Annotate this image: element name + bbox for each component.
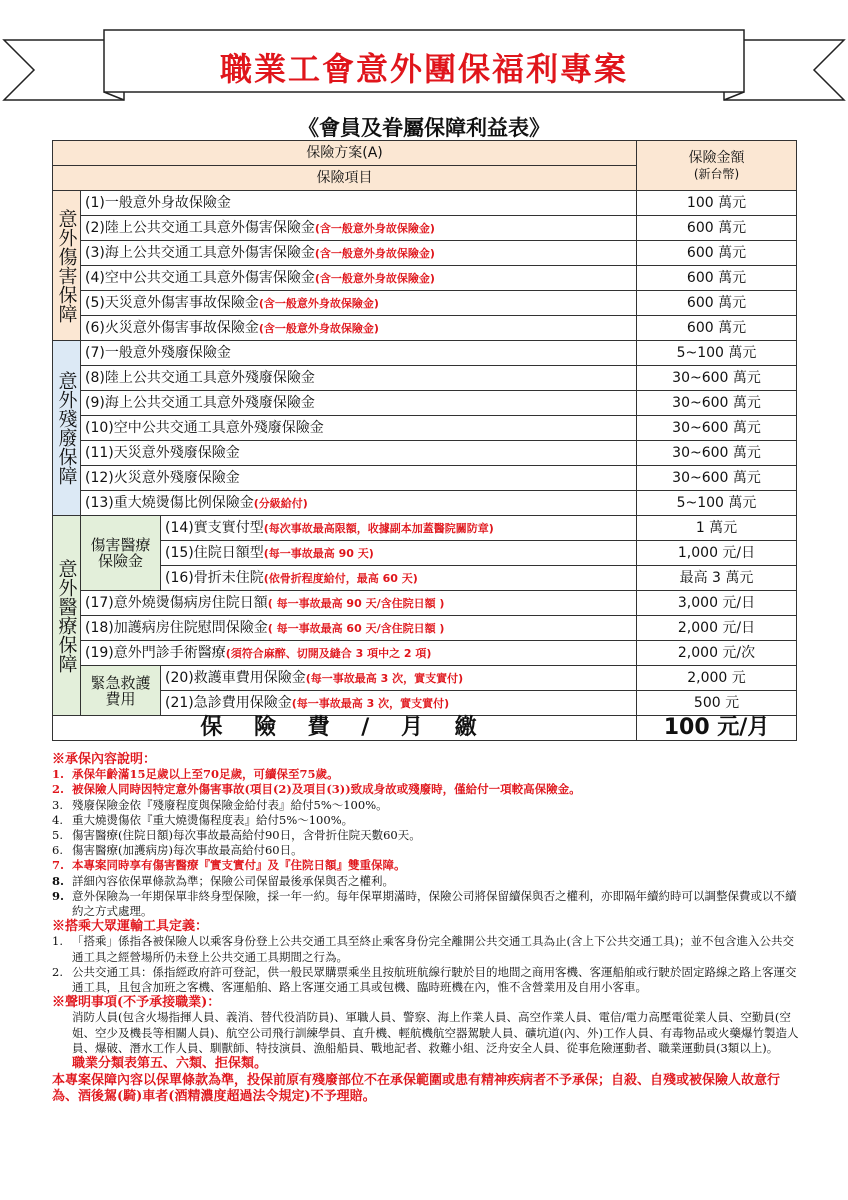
row-label: (1)一般意外身故保險金 bbox=[81, 191, 637, 216]
row-label: (7)一般意外殘廢保險金 bbox=[81, 341, 637, 366]
row-label: (13)重大燒燙傷比例保險金(分級給付) bbox=[81, 491, 637, 516]
row-amount: 3,000 元/日 bbox=[637, 591, 797, 616]
note-item: 1. 「搭乘」係指各被保險人以乘客身份登上公共交通工具至終止乘客身份完全離開公共交通工具為止(含上下公共交通工具)；並不包含進入公共交通工具之經營場所仍未登上公共交通工具期間之行為。 bbox=[52, 934, 794, 964]
category-accident-disability: 意外殘廢保障 bbox=[53, 341, 81, 516]
final-disclaimer: 本專案保障內容以保單條款為準，投保前原有殘廢部位不在承保範圍或患有精神疾病者不予承保；自殺、自殘或被保險人故意行為、酒後駕(騎)車者(酒精濃度超過法令規定)不予理賠。 bbox=[52, 1073, 781, 1105]
row-label: (5)天災意外傷害事故保險金(含一般意外身故保險金) bbox=[81, 291, 637, 316]
row-amount: 最高 3 萬元 bbox=[637, 566, 797, 591]
header-amount bbox=[637, 141, 797, 191]
table-row bbox=[53, 366, 797, 391]
table-row bbox=[53, 391, 797, 416]
row-amount: 100 萬元 bbox=[637, 191, 797, 216]
declaration-body: 消防人員(包含火場指揮人員、義消、替代役消防員)、軍職人員、警察、海上作業人員、高空作業人員、電信/電力高壓電從業人員、空勤員(空姐、空少及機長等相關人員)、航空公司飛行訓練學員、直升機、輕航機航空器駕駛人員、礦坑道(內、外)工作人員、有毒物品或火藥爆竹製造人員、爆破、潛水工作人員、馴獸師、特技演員、漁船船員、戰地記者、救難小組、泛舟安全人員、從事危險運動者、職業運動員(3類以上)。 bbox=[72, 1010, 799, 1055]
row-label: (10)空中公共交通工具意外殘廢保險金 bbox=[81, 416, 637, 441]
row-label: (21)急診費用保險金(每一事故最高 3 次，實支實付) bbox=[161, 691, 637, 716]
declaration-title: ※聲明事項(不予承接職業)： bbox=[52, 995, 221, 1011]
row-amount: 1 萬元 bbox=[637, 516, 797, 541]
row-label: (3)海上公共交通工具意外傷害保險金(含一般意外身故保險金) bbox=[81, 241, 637, 266]
table-row bbox=[53, 641, 797, 666]
row-amount: 2,000 元 bbox=[637, 666, 797, 691]
row-label: (16)骨折未住院(依骨折程度給付，最高 60 天) bbox=[161, 566, 637, 591]
row-label: (8)陸上公共交通工具意外殘廢保險金 bbox=[81, 366, 637, 391]
row-amount: 30~600 萬元 bbox=[637, 391, 797, 416]
row-amount: 5~100 萬元 bbox=[637, 491, 797, 516]
note-item: 1. 承保年齡滿15足歲以上至70足歲，可續保至75歲。 bbox=[52, 767, 339, 782]
note-item: 4. 重大燒燙傷依『重大燒燙傷程度表』給付5%～100%。 bbox=[52, 812, 354, 827]
transport-definition-title: ※搭乘大眾運輸工具定義： bbox=[52, 919, 209, 935]
row-label: (15)住院日額型(每一事故最高 90 天) bbox=[161, 541, 637, 566]
table-row bbox=[53, 416, 797, 441]
category-accident-injury: 意外傷害保障 bbox=[53, 191, 81, 341]
table-row bbox=[53, 566, 797, 591]
table-row bbox=[53, 291, 797, 316]
sub-emergency-cost: 緊急救護費用 bbox=[81, 666, 161, 716]
table-row bbox=[53, 316, 797, 341]
note-item: 5. 傷害醫療(住院日額)每次事故最高給付90日，含骨折住院天數60天。 bbox=[52, 828, 421, 843]
row-amount: 30~600 萬元 bbox=[637, 441, 797, 466]
row-amount: 600 萬元 bbox=[637, 241, 797, 266]
row-label: (20)救護車費用保險金(每一事故最高 3 次，實支實付) bbox=[161, 666, 637, 691]
row-amount: 2,000 元/次 bbox=[637, 641, 797, 666]
row-label: (2)陸上公共交通工具意外傷害保險金(含一般意外身故保險金) bbox=[81, 216, 637, 241]
notes-section bbox=[52, 752, 800, 1105]
row-label: (11)天災意外殘廢保險金 bbox=[81, 441, 637, 466]
note-item: 7. 本專案同時享有傷害醫療『實支實付』及『住院日額』雙重保障。 bbox=[52, 858, 406, 873]
row-label: (14)實支實付型(每次事故最高限額，收據副本加蓋醫院關防章) bbox=[161, 516, 637, 541]
header-plan: 保險方案(A) bbox=[53, 141, 637, 166]
category-accident-medical: 意外醫療保障 bbox=[53, 516, 81, 716]
title-banner bbox=[0, 8, 848, 108]
table-row bbox=[53, 691, 797, 716]
row-label: (18)加護病房住院慰問保險金( 每一事故最高 60 天/含住院日額 ) bbox=[81, 616, 637, 641]
page-subtitle: 《會員及眷屬保障利益表》 bbox=[298, 115, 550, 140]
row-amount: 600 萬元 bbox=[637, 316, 797, 341]
header-amount-label: 保險金額 bbox=[688, 149, 745, 166]
table-row bbox=[53, 241, 797, 266]
note-item: 2. 公共交通工具：係指經政府許可登記，供一般民眾購票乘坐且按航班航線行駛於目的地間之商用客機、客運船舶或行駛於固定路線之路上客運交通工具，且包含加班之客機、客運船舶、路上客運交通工具或包機、臨時班機在內，惟不含營業用及自用小客車。 bbox=[52, 964, 797, 995]
row-amount: 5~100 萬元 bbox=[637, 341, 797, 366]
page-title: 職業工會意外團保福利專案 bbox=[219, 50, 628, 88]
row-label: (19)意外門診手術醫療(須符合麻醉、切開及縫合 3 項中之 2 項) bbox=[81, 641, 637, 666]
row-amount: 30~600 萬元 bbox=[637, 416, 797, 441]
table-row bbox=[53, 616, 797, 641]
table-row bbox=[53, 666, 797, 691]
premium-row bbox=[53, 716, 797, 741]
row-label: (4)空中公共交通工具意外傷害保險金(含一般意外身故保險金) bbox=[81, 266, 637, 291]
premium-label: 保 險 費 / 月 繳 bbox=[53, 716, 637, 741]
row-amount: 2,000 元/日 bbox=[637, 616, 797, 641]
table-row bbox=[53, 191, 797, 216]
sub-medical-insurance: 傷害醫療保險金 bbox=[81, 516, 161, 591]
table-header-row bbox=[53, 141, 797, 166]
table-row bbox=[53, 266, 797, 291]
table-row bbox=[53, 441, 797, 466]
table-row bbox=[53, 341, 797, 366]
row-amount: 600 萬元 bbox=[637, 291, 797, 316]
row-amount: 30~600 萬元 bbox=[637, 466, 797, 491]
benefit-table bbox=[52, 140, 797, 741]
table-row bbox=[53, 466, 797, 491]
row-amount: 30~600 萬元 bbox=[637, 366, 797, 391]
note-item: 3. 殘廢保險金依『殘廢程度與保險金給付表』給付5%～100%。 bbox=[52, 797, 388, 812]
header-currency: (新台幣) bbox=[693, 166, 740, 181]
declaration-excluded-classes: 職業分類表第五、六類、拒保類。 bbox=[72, 1056, 268, 1072]
table-row bbox=[53, 591, 797, 616]
note-item: 6. 傷害醫療(加護病房)每次事故最高給付60日。 bbox=[52, 843, 303, 858]
note-item: 2. 被保險人同時因特定意外傷害事故(項目(2)及項目(3))致成身故或殘廢時，僅給付一項較高保險金。 bbox=[52, 782, 581, 797]
row-amount: 500 元 bbox=[637, 691, 797, 716]
table-row bbox=[53, 516, 797, 541]
note-item: 9. 意外保險為一年期保單非終身型保險，採一年一約。每年保單期滿時，保險公司將保留續保與否之權利，亦即隔年續約時可以調整保費或以不續約之方式處理。 bbox=[52, 888, 797, 919]
row-label: (17)意外燒燙傷病房住院日額( 每一事故最高 90 天/含住院日額 ) bbox=[81, 591, 637, 616]
table-row bbox=[53, 491, 797, 516]
row-label: (6)火災意外傷害事故保險金(含一般意外身故保險金) bbox=[81, 316, 637, 341]
row-label: (12)火災意外殘廢保險金 bbox=[81, 466, 637, 491]
table-row bbox=[53, 216, 797, 241]
coverage-notes-title: ※承保內容說明： bbox=[52, 752, 157, 767]
row-label: (9)海上公共交通工具意外殘廢保險金 bbox=[81, 391, 637, 416]
premium-amount: 100 元/月 bbox=[637, 716, 797, 741]
row-amount: 600 萬元 bbox=[637, 216, 797, 241]
table-row bbox=[53, 541, 797, 566]
row-amount: 600 萬元 bbox=[637, 266, 797, 291]
row-amount: 1,000 元/日 bbox=[637, 541, 797, 566]
note-item: 8. 詳細內容依保單條款為準；保險公司保留最後承保與否之權利。 bbox=[52, 873, 394, 888]
header-item: 保險項目 bbox=[53, 166, 637, 191]
